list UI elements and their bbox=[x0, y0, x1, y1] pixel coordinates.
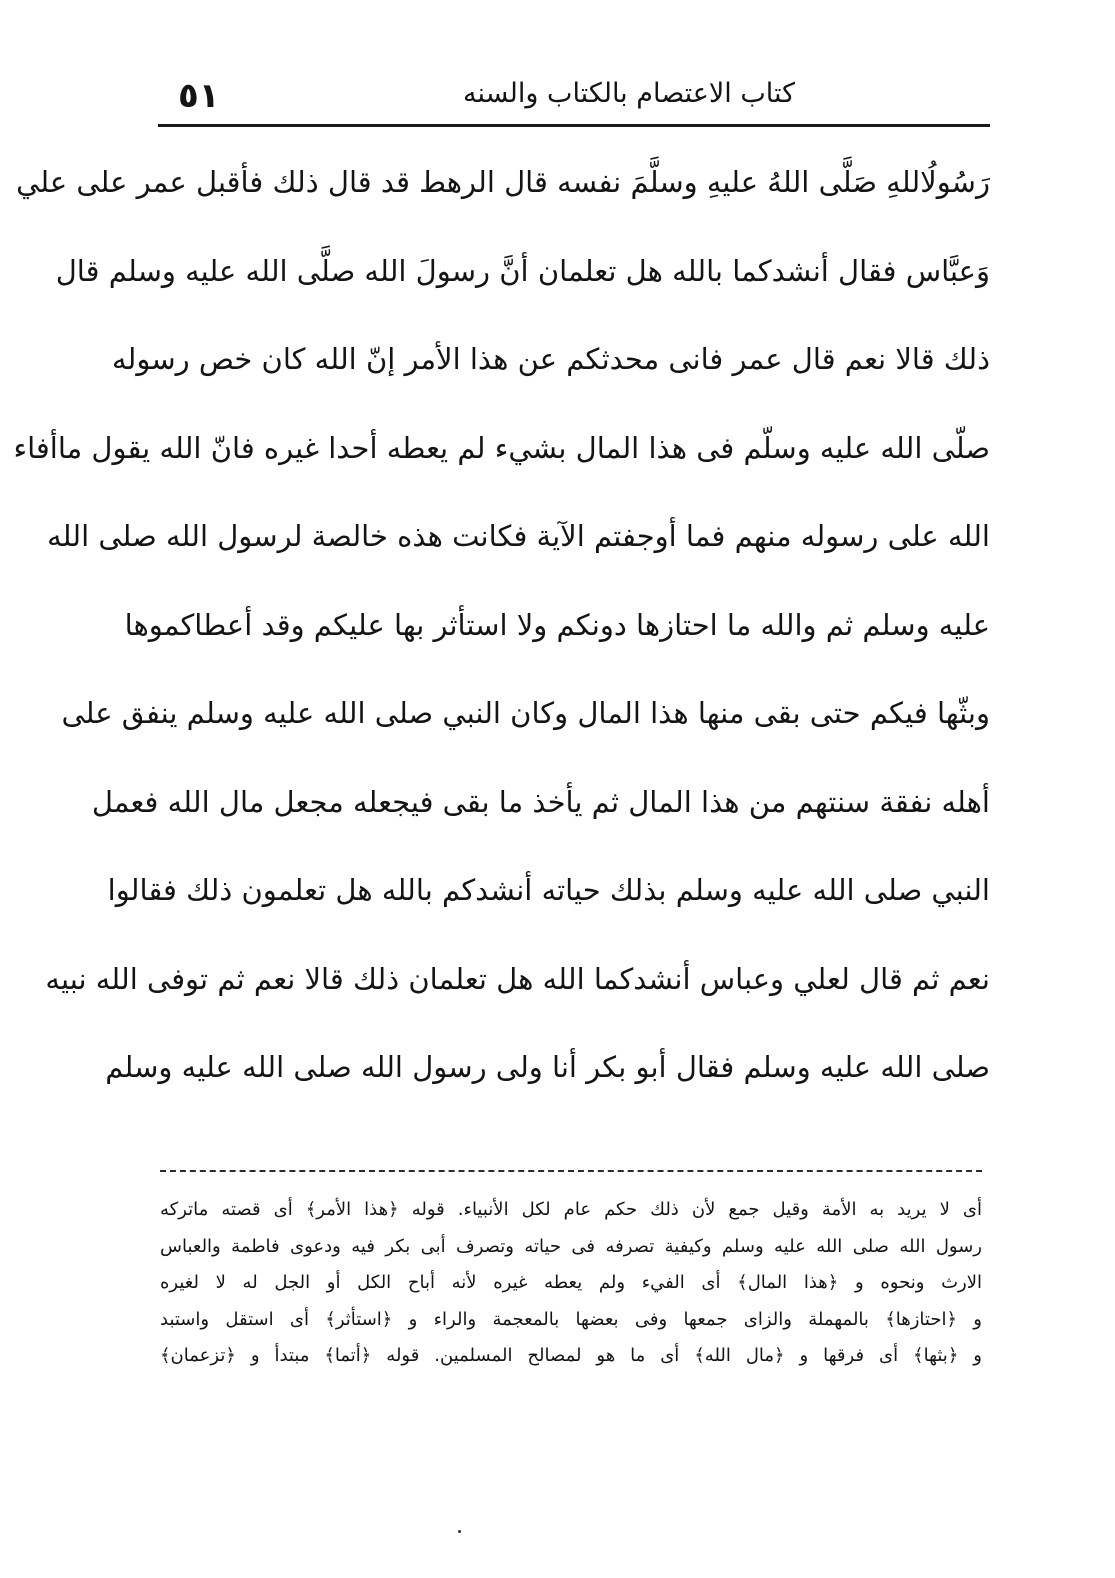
footnote-line: أى لا يريد به الأمة وقيل جمع لأن ذلك حكم عام لكل الأنبياء. قوله ﴿هذا الأمر﴾ أى قصته ماتركه bbox=[160, 1199, 982, 1220]
header-rule bbox=[158, 124, 990, 127]
footnotes-block bbox=[160, 1192, 982, 1375]
text-line: صلّى الله عليه وسلّم فى هذا المال بشيء لم يعطه أحدا غيره فانّ الله يقول ماأفاء bbox=[13, 430, 990, 465]
footnote-line: و ﴿احتازها﴾ بالمهملة والزاى جمعها وفى بعضها بالمعجمة والراء و ﴿استأثر﴾ أى استقل واستبد bbox=[160, 1308, 982, 1330]
text-line: عليه وسلم ثم والله ما احتازها دونكم ولا استأثر بها عليكم وقد أعطاكموها bbox=[124, 607, 990, 642]
text-line: وَعبَّاس فقال أنشدكما بالله هل تعلمان أنَّ رسولَ الله صلَّى الله عليه وسلم قال bbox=[55, 253, 990, 288]
text-line: النبي صلى الله عليه وسلم بذلك حياته أنشدكم بالله هل تعلمون ذلك فقالوا bbox=[107, 873, 990, 907]
text-line: صلى الله عليه وسلم فقال أبو بكر أنا ولى رسول الله صلى الله عليه وسلم bbox=[105, 1050, 990, 1084]
text-line: رَسُولُاللهِ صَلَّى اللهُ عليهِ وسلَّمَ نفسه قال الرهط قد قال ذلك فأقبل عمر على علي bbox=[16, 165, 990, 199]
text-line: وبثّها فيكم حتى بقى منها هذا المال وكان النبي صلى الله عليه وسلم ينفق على bbox=[61, 696, 990, 730]
footnote-separator bbox=[160, 1170, 982, 1172]
page-header bbox=[158, 68, 990, 120]
footnote-line: رسول الله صلى الله عليه وسلم وكيفية تصرفه فى حياته وتصرف أبى بكر فيه ودعوى فاطمة والعباس bbox=[160, 1235, 982, 1257]
footnote-line: و ﴿بثها﴾ أى فرقها و ﴿مال الله﴾ أى ما هو لمصالح المسلمين. قوله ﴿أتما﴾ مبتدأ و ﴿تزعمان﴾ bbox=[160, 1345, 982, 1366]
page-number: ٥١ bbox=[178, 76, 220, 116]
main-text-block bbox=[13, 138, 990, 1112]
text-line: نعم ثم قال لعلي وعباس أنشدكما الله هل تعلمان ذلك قالا نعم ثم توفى الله نبيه bbox=[45, 961, 990, 996]
text-line: ذلك قالا نعم قال عمر فانى محدثكم عن هذا الأمر إنّ الله كان خص رسوله bbox=[111, 342, 990, 376]
running-title: كتاب الاعتصام بالكتاب والسنه bbox=[462, 78, 796, 109]
text-line: الله على رسوله منهم فما أوجفتم الآية فكانت هذه خالصة لرسول الله صلى الله bbox=[47, 519, 990, 553]
print-speck bbox=[458, 1530, 461, 1533]
footnote-line: الارث ونحوه و ﴿هذا المال﴾ أى الفيء ولم يعطه غيره لأنه أباح الكل أو الجل له لا لغيره bbox=[160, 1272, 982, 1293]
text-line: أهله نفقة سنتهم من هذا المال ثم يأخذ ما بقى فيجعله مجعل مال الله فعمل bbox=[91, 784, 990, 819]
